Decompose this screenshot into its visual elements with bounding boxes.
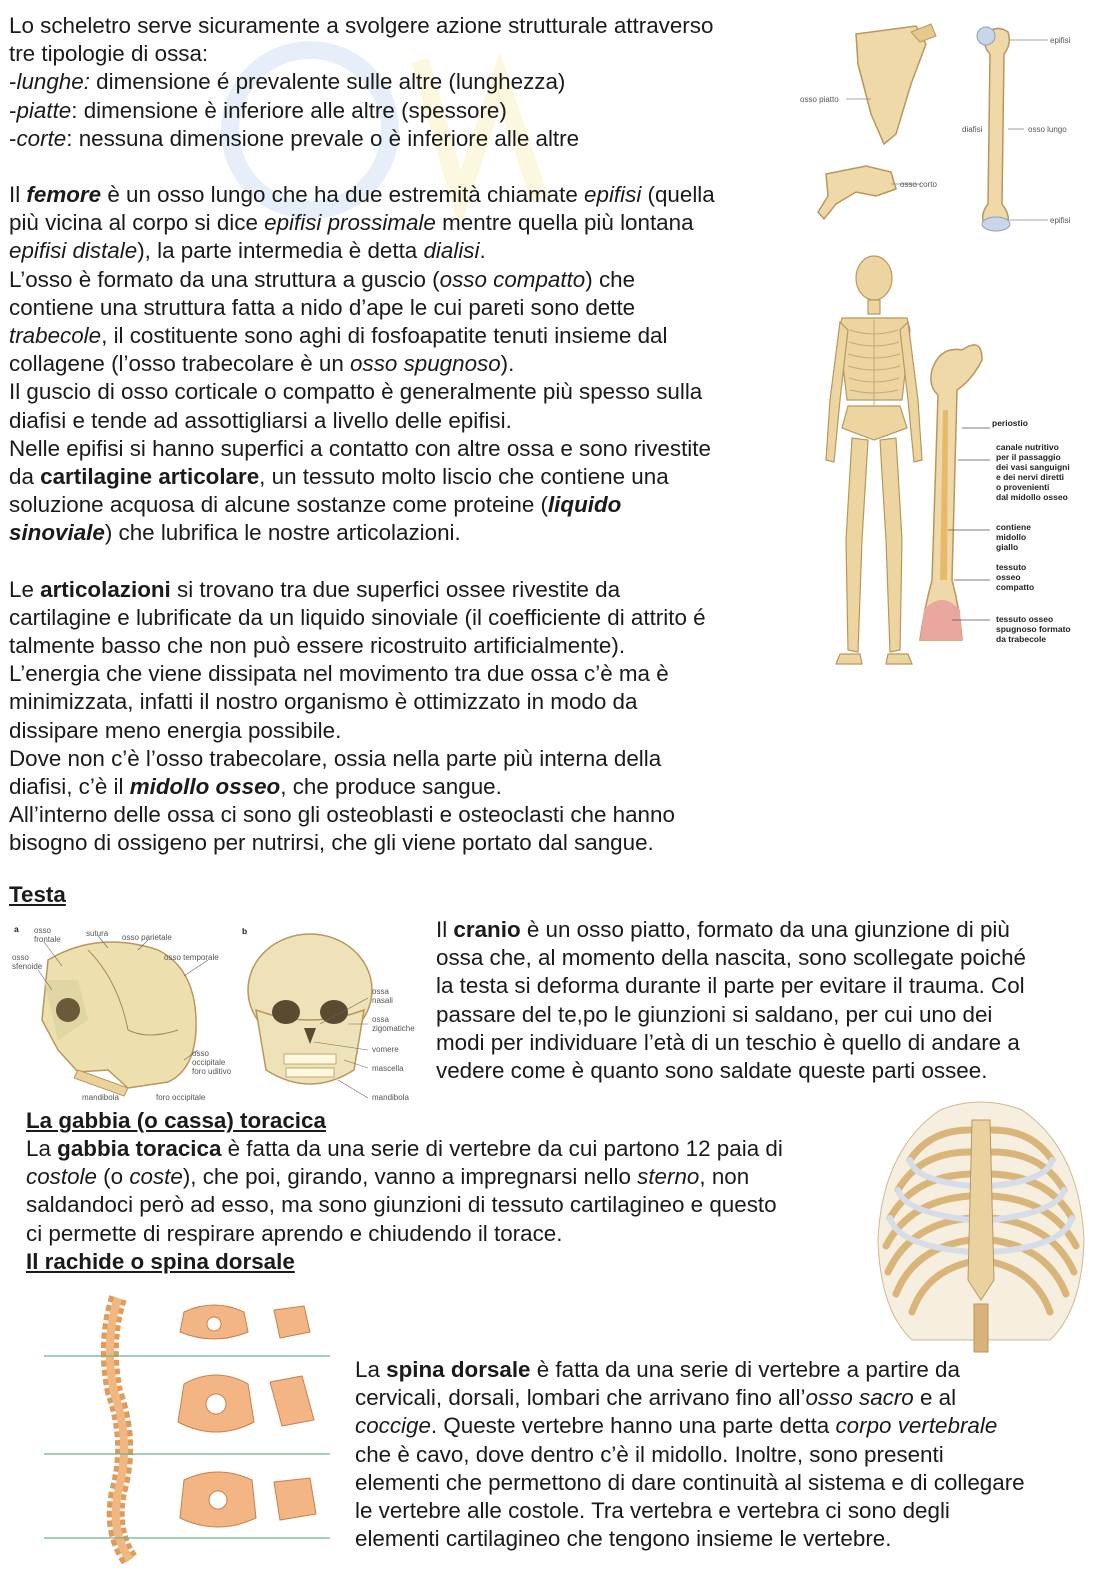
label-midollo-2: midollo [996,532,1027,542]
label-nasali-2: nasali [372,996,393,1005]
artic-line-7: Dove non c’è l’osso trabecolare, ossia nella parte più interna della [9,745,662,771]
intro-lunghe: -lunghe: dimensione é prevalente sulle altre (lunghezza) [9,69,566,95]
label-mandibola-left: mandibola [82,1093,119,1102]
label-sfenoide-2: sfenoide [12,962,43,971]
label-osso-piatto: osso piatto [800,95,839,104]
intro-section [9,12,715,858]
label-b: b [242,926,248,936]
label-canale-4: e dei nervi diretti [996,472,1065,482]
label-canale-6: dal midollo osseo [996,492,1068,502]
label-occipitale-2: occipitale [192,1058,226,1067]
gabbia-line-1: La gabbia toracica è fatta da una serie di vertebre da cui partono 12 paia di [26,1136,783,1161]
label-a: a [14,924,19,934]
gabbia-line-3: saldandoci però ad esso, ma sono giunzioni di tessuto cartilagineo e questo [26,1192,777,1218]
rachide-line-2: cervicali, dorsali, lombari che arrivano fino all’osso sacro e al [355,1385,957,1411]
femore-line-3: epifisi distale), la parte intermedia è detta dialisi. [9,238,486,264]
testa-line-1: Il cranio è un osso piatto, formato da una giunzione di più [436,917,1010,942]
label-periostio: periostio [992,418,1028,428]
label-spugnoso-1: tessuto osseo [996,614,1054,624]
label-zigomatiche-1: ossa [372,1015,389,1024]
label-midollo-3: giallo [996,542,1019,552]
gabbia-line-2: costole (o coste), che poi, girando, vanno a impregnarsi nello sterno, non [26,1164,750,1190]
label-epifisi-bottom: epifisi [1050,216,1071,225]
artic-line-1: Le articolazioni si trovano tra due superfici ossee rivestite da [9,576,621,602]
skull-lateral-icon [42,942,196,1096]
artic-line-5: minimizzata, infatti il nostro organismo è ottimizzato in modo da [9,689,638,715]
rachide-line-1: La spina dorsale è fatta da una serie di vertebre a partire da [355,1357,960,1382]
femore-line-12: soluzione acquosa di alcune sostanze come proteine (liquido [9,492,622,518]
heading-gabbia: La gabbia (o cassa) toracica [26,1108,326,1133]
artic-line-6: dissipare meno energia possibile. [9,717,342,743]
intro-corte: -corte: nessuna dimensione prevale o è inferiore alle altre [9,125,580,151]
label-canale-2: per il passaggio [996,452,1061,462]
intro-line-1: Lo scheletro serve sicuramente a svolgere azione strutturale attraverso [9,13,714,38]
testa-line-4: passare del te,po le giunzioni si saldano, per cui uno dei [436,1001,993,1027]
artic-line-2: cartilagine e lubrificate da un liquido sinoviale (il coefficiente di attrito é [9,604,706,630]
label-sfenoide-1: osso [12,953,29,962]
heading-testa: Testa [9,882,66,907]
label-diafisi: diafisi [962,125,983,134]
testa-line-3: la testa si deforma durante il parte per evitare il trauma. Col [436,973,1025,999]
label-occipitale-1: osso [192,1049,209,1058]
bone-types-figure [796,14,1092,242]
intro-line-2: tre tipologie di ossa: [9,41,209,67]
femore-line-10: Nelle epifisi si hanno superfici a contatto con altre ossa e sono rivestite [9,435,711,461]
artic-line-4: L’energia che viene dissipata nel movimento tra due ossa c’è ma è [9,661,669,687]
label-osso-corto: osso corto [900,180,937,189]
femore-line-2: più vicina al corpo si dice epifisi prossimale mentre quella più lontana [9,210,694,236]
rachide-line-6: le vertebre alle costole. Tra vertebra e vertebra ci sono degli [355,1498,950,1524]
label-frontale-2: frontale [34,935,61,944]
femore-line-1: Il femore è un osso lungo che ha due estremità chiamate epifisi (quella [9,182,715,208]
label-osso-lungo: osso lungo [1028,125,1067,134]
label-temporale: osso temporale [164,953,219,962]
rachide-line-7: elementi cartilagineo che tengono insieme le vertebre. [355,1526,892,1552]
label-zigomatiche-2: zigomatiche [372,1024,415,1033]
testa-line-2: ossa che, al momento della nascita, sono scollegate poiché [436,945,1026,971]
gabbia-text [26,1135,783,1248]
femore-line-4: L’osso è formato da una struttura a guscio (osso compatto) che [9,266,636,292]
femore-line-7: collagene (l’osso trabecolare è un osso spugnoso). [9,351,515,377]
label-foro-uditivo: foro uditivo [192,1067,232,1076]
femore-line-13: sinoviale) che lubrifica le nostre articolazioni. [9,520,461,546]
rachide-line-3: coccige. Queste vertebre hanno una parte detta corpo vertebrale [355,1413,998,1439]
label-canale-1: canale nutritivo [996,442,1059,452]
label-canale-3: dei vasi sanguigni [996,462,1070,472]
label-sutura: sutura [86,929,109,938]
rachide-line-5: elementi che permettono di dare continuità al sistema e di collegare [355,1469,1025,1495]
femore-line-9: diafisi e tende ad assottigliarsi a livello delle epifisi. [9,407,512,433]
artic-line-9: All’interno delle ossa ci sono gli osteoblasti e osteoclasti che hanno [9,802,675,828]
heading-rachide: Il rachide o spina dorsale [26,1249,295,1274]
label-frontale-1: osso [34,926,51,935]
label-epifisi-top: epifisi [1050,36,1071,45]
rib-cage-figure [870,1090,1092,1362]
artic-line-10: bisogno di ossigeno per nutrirsi, che gli viene portato dal sangue. [9,830,654,856]
label-tessuto-2: osseo [996,572,1021,582]
label-nasali-1: ossa [372,987,389,996]
femur-section-icon [920,345,982,640]
label-foro-occipitale: foro occipitale [156,1093,206,1102]
femore-line-6: trabecole, il costituente sono aghi di fosfoapatite tenuti insieme dal [9,323,668,349]
label-midollo-1: contiene [996,522,1031,532]
testa-line-6: vedere come è quanto sono saldate queste parti ossee. [436,1058,988,1084]
label-vomere: vomere [372,1045,399,1054]
skull-figure [8,920,432,1104]
testa-text [436,916,1026,1085]
femore-line-8: Il guscio di osso corticale o compatto è generalmente più spesso sulla [9,379,703,405]
label-spugnoso-3: da trabecole [996,634,1047,644]
spine-figure [34,1292,334,1564]
rachide-line-4: che è cavo, dove dentro c’è il midollo. Inoltre, sono presenti [355,1441,944,1467]
spine-icon [110,1298,130,1560]
label-canale-5: o provenienti [996,482,1050,492]
label-tessuto-3: compatto [996,582,1035,592]
vertebra-detail-icons [178,1305,316,1527]
label-parietale: osso parietale [122,933,172,942]
femore-line-11: da cartilagine articolare, un tessuto molto liscio che contiene una [9,464,669,490]
rib-cage-icon [878,1102,1084,1352]
artic-line-3: talmente basso che non può essere ricostruito artificialmente). [9,633,626,659]
rachide-text [355,1356,1025,1553]
label-spugnoso-2: spugnoso formato [996,624,1071,634]
testa-line-5: modi per individuare l’età di un teschio è quello di andare a [436,1029,1020,1055]
label-tessuto-1: tessuto [996,562,1027,572]
skeleton-icon [826,256,922,664]
label-mandibola-right: mandibola [372,1093,409,1102]
label-mascella: mascella [372,1064,404,1073]
skull-frontal-icon [248,934,372,1084]
gabbia-line-4: ci permette di respirare aprendo e chiudendo il torace. [26,1220,563,1246]
skeleton-femur-figure [812,250,1102,678]
intro-piatte: -piatte: dimensione è inferiore alle altre (spessore) [9,97,507,123]
femore-line-5: contiene una struttura fatta a nido d’ape le cui pareti sono dette [9,294,636,320]
artic-line-8: diafisi, c’è il midollo osseo, che produce sangue. [9,774,502,800]
